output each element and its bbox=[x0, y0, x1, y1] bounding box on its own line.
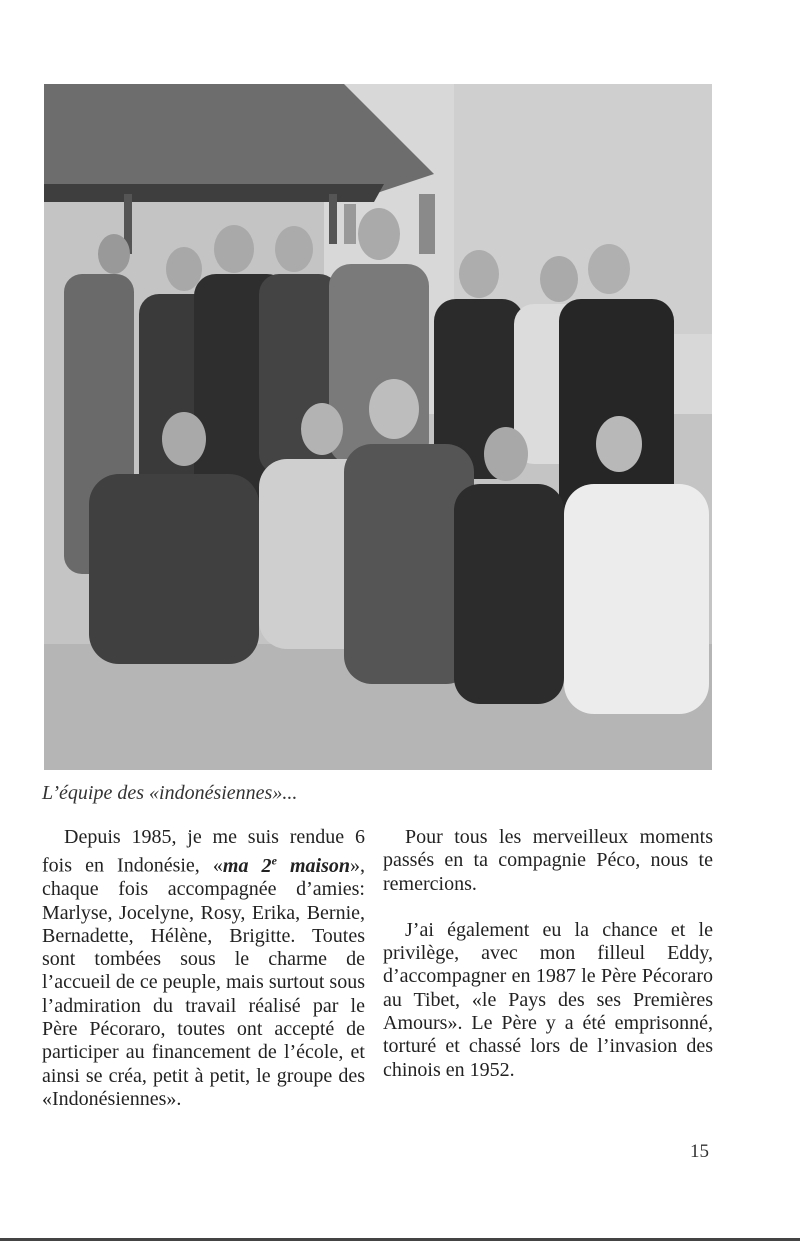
text-run: », chaque fois accompagnée d’amies: Marlyse, Jocelyne, Rosy, Erika, Bernie, Bernadette, Hélène, Brigitte. Toutes sont tombées sous le charme de l’accueil de ce peuple, mais surtout sous l’admiration du travail réalisé par le Père Pécoraro, toutes ont accepté de participer au financement de l’école, et ainsi se créa, petit à petit, le groupe des «Indonésiennes». bbox=[42, 854, 365, 1110]
superscript: e bbox=[271, 853, 277, 868]
emphasis-ma-2e-maison bbox=[223, 855, 350, 877]
group-photo bbox=[44, 84, 712, 770]
left-column bbox=[42, 826, 365, 1111]
right-paragraph-2: J’ai également eu la chance et le privilège, avec mon filleul Eddy, d’accompagner en 1987 le Père Pécoraro au Tibet, «le Pays des ses Premières Amours». Le Père y a été emprisonné, torturé et chassé lors de l’invasion des chinois en 1952. bbox=[383, 918, 713, 1081]
photo-caption: L’équipe des «indonésiennes»... bbox=[42, 782, 298, 804]
page-number: 15 bbox=[690, 1141, 709, 1162]
text-run: Depuis 1985, je me suis rendue 6 fois en Indonésie, « bbox=[42, 826, 365, 877]
right-paragraph-1: Pour tous les merveilleux moments passés en ta compagnie Péco, nous te remercions. bbox=[383, 826, 713, 895]
group-photo-icon bbox=[44, 84, 712, 770]
text-run: ma 2 bbox=[222, 854, 272, 877]
text-run: maison bbox=[276, 854, 350, 877]
left-paragraph-1 bbox=[42, 826, 365, 1111]
right-column bbox=[383, 826, 713, 1082]
